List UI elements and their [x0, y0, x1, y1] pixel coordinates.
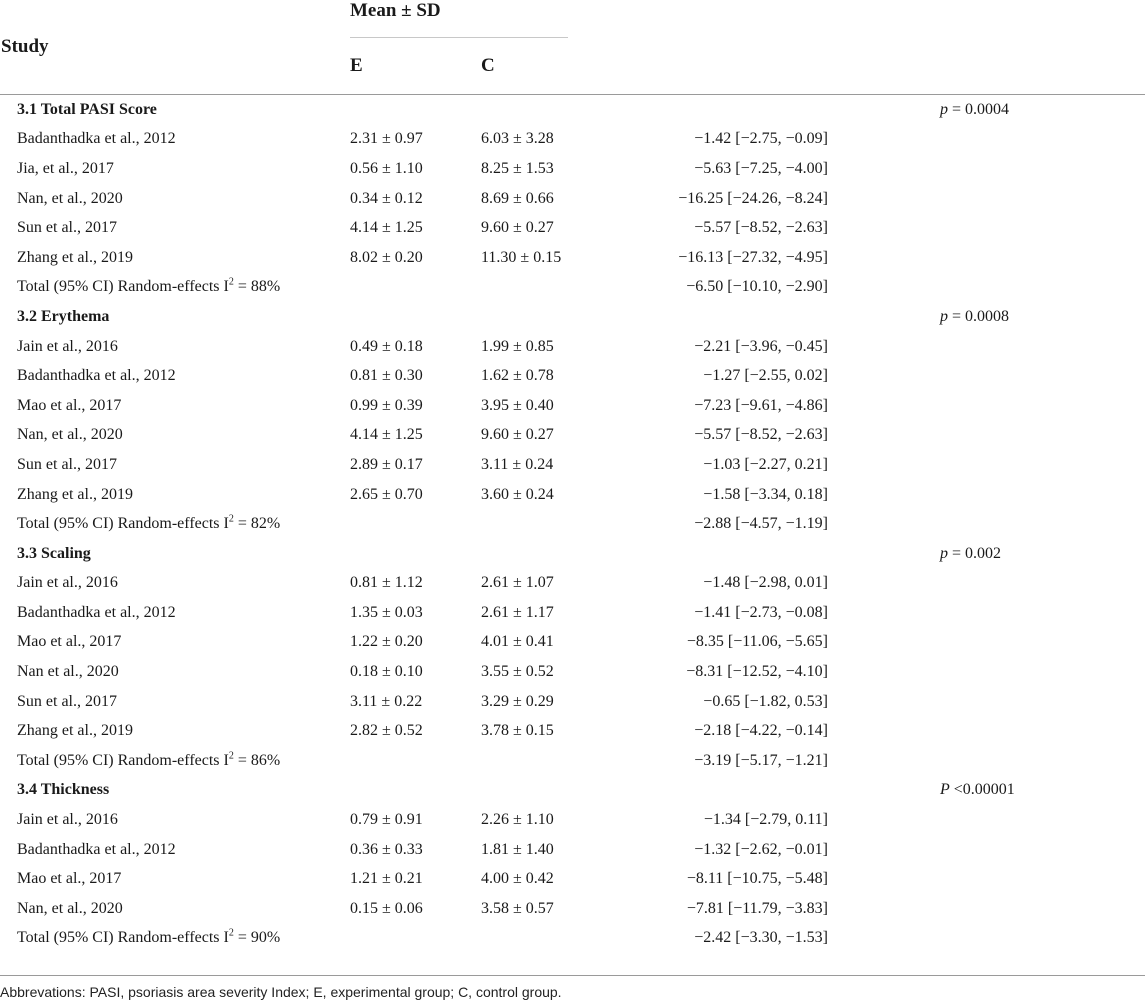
e-value: 4.14 ± 1.25	[350, 219, 423, 237]
table-row	[0, 184, 1145, 214]
p-prefix: p	[940, 544, 948, 562]
e-column-header: E	[350, 38, 481, 95]
smd-value: −8.35 [−11.06, −5.65]	[686, 633, 828, 651]
smd-value: −1.03 [−2.27, 0.21]	[703, 455, 828, 473]
total-row	[0, 924, 1145, 954]
table-row	[0, 154, 1145, 184]
study-name: Jain et al., 2016	[17, 811, 118, 829]
c-value: 6.03 ± 3.28	[481, 130, 554, 148]
total-smd: −3.19 [−5.17, −1.21]	[694, 751, 828, 769]
smd-value: −1.34 [−2.79, 0.11]	[703, 811, 828, 829]
e-value: 1.21 ± 0.21	[350, 870, 423, 888]
smd-value: −7.81 [−11.79, −3.83]	[686, 899, 828, 917]
e-value: 2.82 ± 0.52	[350, 722, 423, 740]
e-value: 0.56 ± 1.10	[350, 159, 423, 177]
e-value: 0.81 ± 1.12	[350, 574, 423, 592]
smd-value: −7.23 [−9.61, −4.86]	[694, 396, 828, 414]
total-row	[0, 509, 1145, 539]
total-row	[0, 273, 1145, 303]
section-title: 3.2 Erythema	[17, 307, 110, 325]
total-label	[0, 509, 568, 539]
table-row	[0, 450, 1145, 480]
c-column-header: C	[481, 38, 568, 95]
p-value-text: = 0.002	[952, 544, 1002, 562]
table-row	[0, 657, 1145, 687]
p-prefix: p	[940, 307, 948, 325]
study-name: Mao et al., 2017	[17, 396, 122, 414]
section-header-row	[0, 302, 1145, 332]
study-name: Nan et al., 2020	[17, 663, 119, 681]
total-label-text: Total (95% CI) Random-effects I	[17, 278, 229, 296]
section-header-row	[0, 539, 1145, 569]
e-value: 0.99 ± 0.39	[350, 396, 423, 414]
table-row	[0, 480, 1145, 510]
c-value: 4.00 ± 0.42	[481, 870, 554, 888]
e-value: 8.02 ± 0.20	[350, 248, 423, 266]
section-p-value	[940, 302, 1145, 332]
e-value: 2.89 ± 0.17	[350, 455, 423, 473]
smd-value: −1.48 [−2.98, 0.01]	[703, 574, 828, 592]
e-value: 4.14 ± 1.25	[350, 426, 423, 444]
c-value: 1.99 ± 0.85	[481, 337, 554, 355]
smd-value: −1.32 [−2.62, −0.01]	[694, 840, 828, 858]
study-name: Sun et al., 2017	[17, 692, 117, 710]
i2-superscript: 2	[228, 928, 234, 940]
study-name: Jain et al., 2016	[17, 574, 118, 592]
table-row	[0, 864, 1145, 894]
table-row	[0, 569, 1145, 599]
table-row	[0, 391, 1145, 421]
total-label-text: Total (95% CI) Random-effects I	[17, 515, 229, 533]
study-name: Mao et al., 2017	[17, 633, 122, 651]
c-value: 4.01 ± 0.41	[481, 633, 554, 651]
c-value: 8.25 ± 1.53	[481, 159, 554, 177]
study-name: Zhang et al., 2019	[17, 722, 133, 740]
footer-divider	[0, 975, 1145, 976]
e-value: 0.49 ± 0.18	[350, 337, 423, 355]
mean-sd-label: Mean ± SD	[350, 0, 441, 21]
mean-sd-header	[350, 0, 568, 38]
smd-value: −16.25 [−24.26, −8.24]	[678, 189, 828, 207]
section-header-row	[0, 776, 1145, 806]
total-label-text: Total (95% CI) Random-effects I	[17, 751, 229, 769]
p-value-text: <0.00001	[953, 781, 1015, 799]
table-row	[0, 332, 1145, 362]
study-name: Badanthadka et al., 2012	[17, 840, 176, 858]
abbreviations-footnote: Abbrevations: PASI, psoriasis area severity Index; E, experimental group; C, control group.	[0, 984, 562, 1000]
p-prefix: p	[940, 100, 948, 118]
c-value: 3.95 ± 0.40	[481, 396, 554, 414]
e-value: 0.81 ± 0.30	[350, 367, 423, 385]
smd-value: −0.65 [−1.82, 0.53]	[703, 692, 828, 710]
table-row	[0, 125, 1145, 155]
section-title: 3.4 Thickness	[17, 781, 110, 799]
c-value: 9.60 ± 0.27	[481, 219, 554, 237]
e-value: 0.15 ± 0.06	[350, 899, 423, 917]
study-name: Jain et al., 2016	[17, 337, 118, 355]
total-label-text: Total (95% CI) Random-effects I	[17, 929, 229, 947]
study-name: Badanthadka et al., 2012	[17, 603, 176, 621]
table-body	[0, 95, 1145, 954]
study-name: Nan, et al., 2020	[17, 899, 123, 917]
i2-superscript: 2	[228, 277, 234, 289]
i2-superscript: 2	[228, 750, 234, 762]
table-row	[0, 628, 1145, 658]
c-value: 1.81 ± 1.40	[481, 840, 554, 858]
section-p-value	[940, 776, 1145, 806]
e-value: 0.18 ± 0.10	[350, 663, 423, 681]
c-value: 3.78 ± 0.15	[481, 722, 554, 740]
table-row	[0, 835, 1145, 865]
smd-value: −1.27 [−2.55, 0.02]	[703, 367, 828, 385]
table-row	[0, 213, 1145, 243]
study-name: Nan, et al., 2020	[17, 189, 123, 207]
total-smd: −6.50 [−10.10, −2.90]	[686, 278, 828, 296]
total-row	[0, 746, 1145, 776]
e-value: 1.22 ± 0.20	[350, 633, 423, 651]
smd-column-header	[568, 0, 828, 95]
p-value-text: = 0.0004	[952, 100, 1010, 118]
c-value: 3.60 ± 0.24	[481, 485, 554, 503]
smd-value: −8.11 [−10.75, −5.48]	[686, 870, 828, 888]
c-value: 9.60 ± 0.27	[481, 426, 554, 444]
section-p-value	[940, 539, 1145, 569]
study-name: Zhang et al., 2019	[17, 248, 133, 266]
table-row	[0, 598, 1145, 628]
table-row	[0, 243, 1145, 273]
study-name: Mao et al., 2017	[17, 870, 122, 888]
study-name: Badanthadka et al., 2012	[17, 130, 176, 148]
smd-value: −5.57 [−8.52, −2.63]	[694, 219, 828, 237]
c-value: 2.61 ± 1.07	[481, 574, 554, 592]
c-value: 3.55 ± 0.52	[481, 663, 554, 681]
smd-value: −5.57 [−8.52, −2.63]	[694, 426, 828, 444]
p-value-text: = 0.0008	[952, 307, 1010, 325]
table-row	[0, 687, 1145, 717]
smd-value: −16.13 [−27.32, −4.95]	[678, 248, 828, 266]
smd-value: −8.31 [−12.52, −4.10]	[686, 663, 828, 681]
e-value: 2.65 ± 0.70	[350, 485, 423, 503]
section-title: 3.1 Total PASI Score	[17, 100, 157, 118]
c-value: 3.29 ± 0.29	[481, 692, 554, 710]
e-value: 0.34 ± 0.12	[350, 189, 423, 207]
total-smd: −2.88 [−4.57, −1.19]	[694, 515, 828, 533]
section-p-value	[940, 95, 1145, 125]
c-value: 1.62 ± 0.78	[481, 367, 554, 385]
study-name: Sun et al., 2017	[17, 219, 117, 237]
table-row	[0, 361, 1145, 391]
study-name: Zhang et al., 2019	[17, 485, 133, 503]
smd-value: −5.63 [−7.25, −4.00]	[694, 159, 828, 177]
total-i2: = 86%	[237, 751, 281, 769]
c-value: 3.11 ± 0.24	[481, 455, 554, 473]
c-value: 11.30 ± 0.15	[481, 248, 562, 266]
c-value: 2.26 ± 1.10	[481, 811, 554, 829]
total-label	[0, 746, 568, 776]
e-value: 2.31 ± 0.97	[350, 130, 423, 148]
total-i2: = 82%	[237, 515, 281, 533]
total-label	[0, 273, 568, 303]
study-name: Nan, et al., 2020	[17, 426, 123, 444]
study-column-header: Study	[0, 0, 350, 95]
table-row	[0, 894, 1145, 924]
total-label	[0, 924, 568, 954]
total-i2: = 90%	[237, 929, 281, 947]
table-row	[0, 716, 1145, 746]
study-name: Sun et al., 2017	[17, 455, 117, 473]
section-title: 3.3 Scaling	[17, 544, 91, 562]
c-value: 3.58 ± 0.57	[481, 899, 554, 917]
smd-value: −2.18 [−4.22, −0.14]	[694, 722, 828, 740]
smd-value: −1.42 [−2.75, −0.09]	[694, 130, 828, 148]
smd-value: −2.21 [−3.96, −0.45]	[694, 337, 828, 355]
total-i2: = 88%	[237, 278, 281, 296]
table-row	[0, 421, 1145, 451]
section-header-row	[0, 95, 1145, 125]
e-value: 1.35 ± 0.03	[350, 603, 423, 621]
c-value: 2.61 ± 1.17	[481, 603, 554, 621]
study-name: Badanthadka et al., 2012	[17, 367, 176, 385]
i2-superscript: 2	[228, 513, 234, 525]
total-smd: −2.42 [−3.30, −1.53]	[694, 929, 828, 947]
c-value: 8.69 ± 0.66	[481, 189, 554, 207]
smd-value: −1.41 [−2.73, −0.08]	[694, 603, 828, 621]
e-value: 0.79 ± 0.91	[350, 811, 423, 829]
p-prefix: P	[940, 781, 950, 799]
smd-value: −1.58 [−3.34, 0.18]	[703, 485, 828, 503]
e-value: 3.11 ± 0.22	[350, 692, 423, 710]
study-name: Jia, et al., 2017	[17, 159, 114, 177]
table-row	[0, 805, 1145, 835]
e-value: 0.36 ± 0.33	[350, 840, 423, 858]
